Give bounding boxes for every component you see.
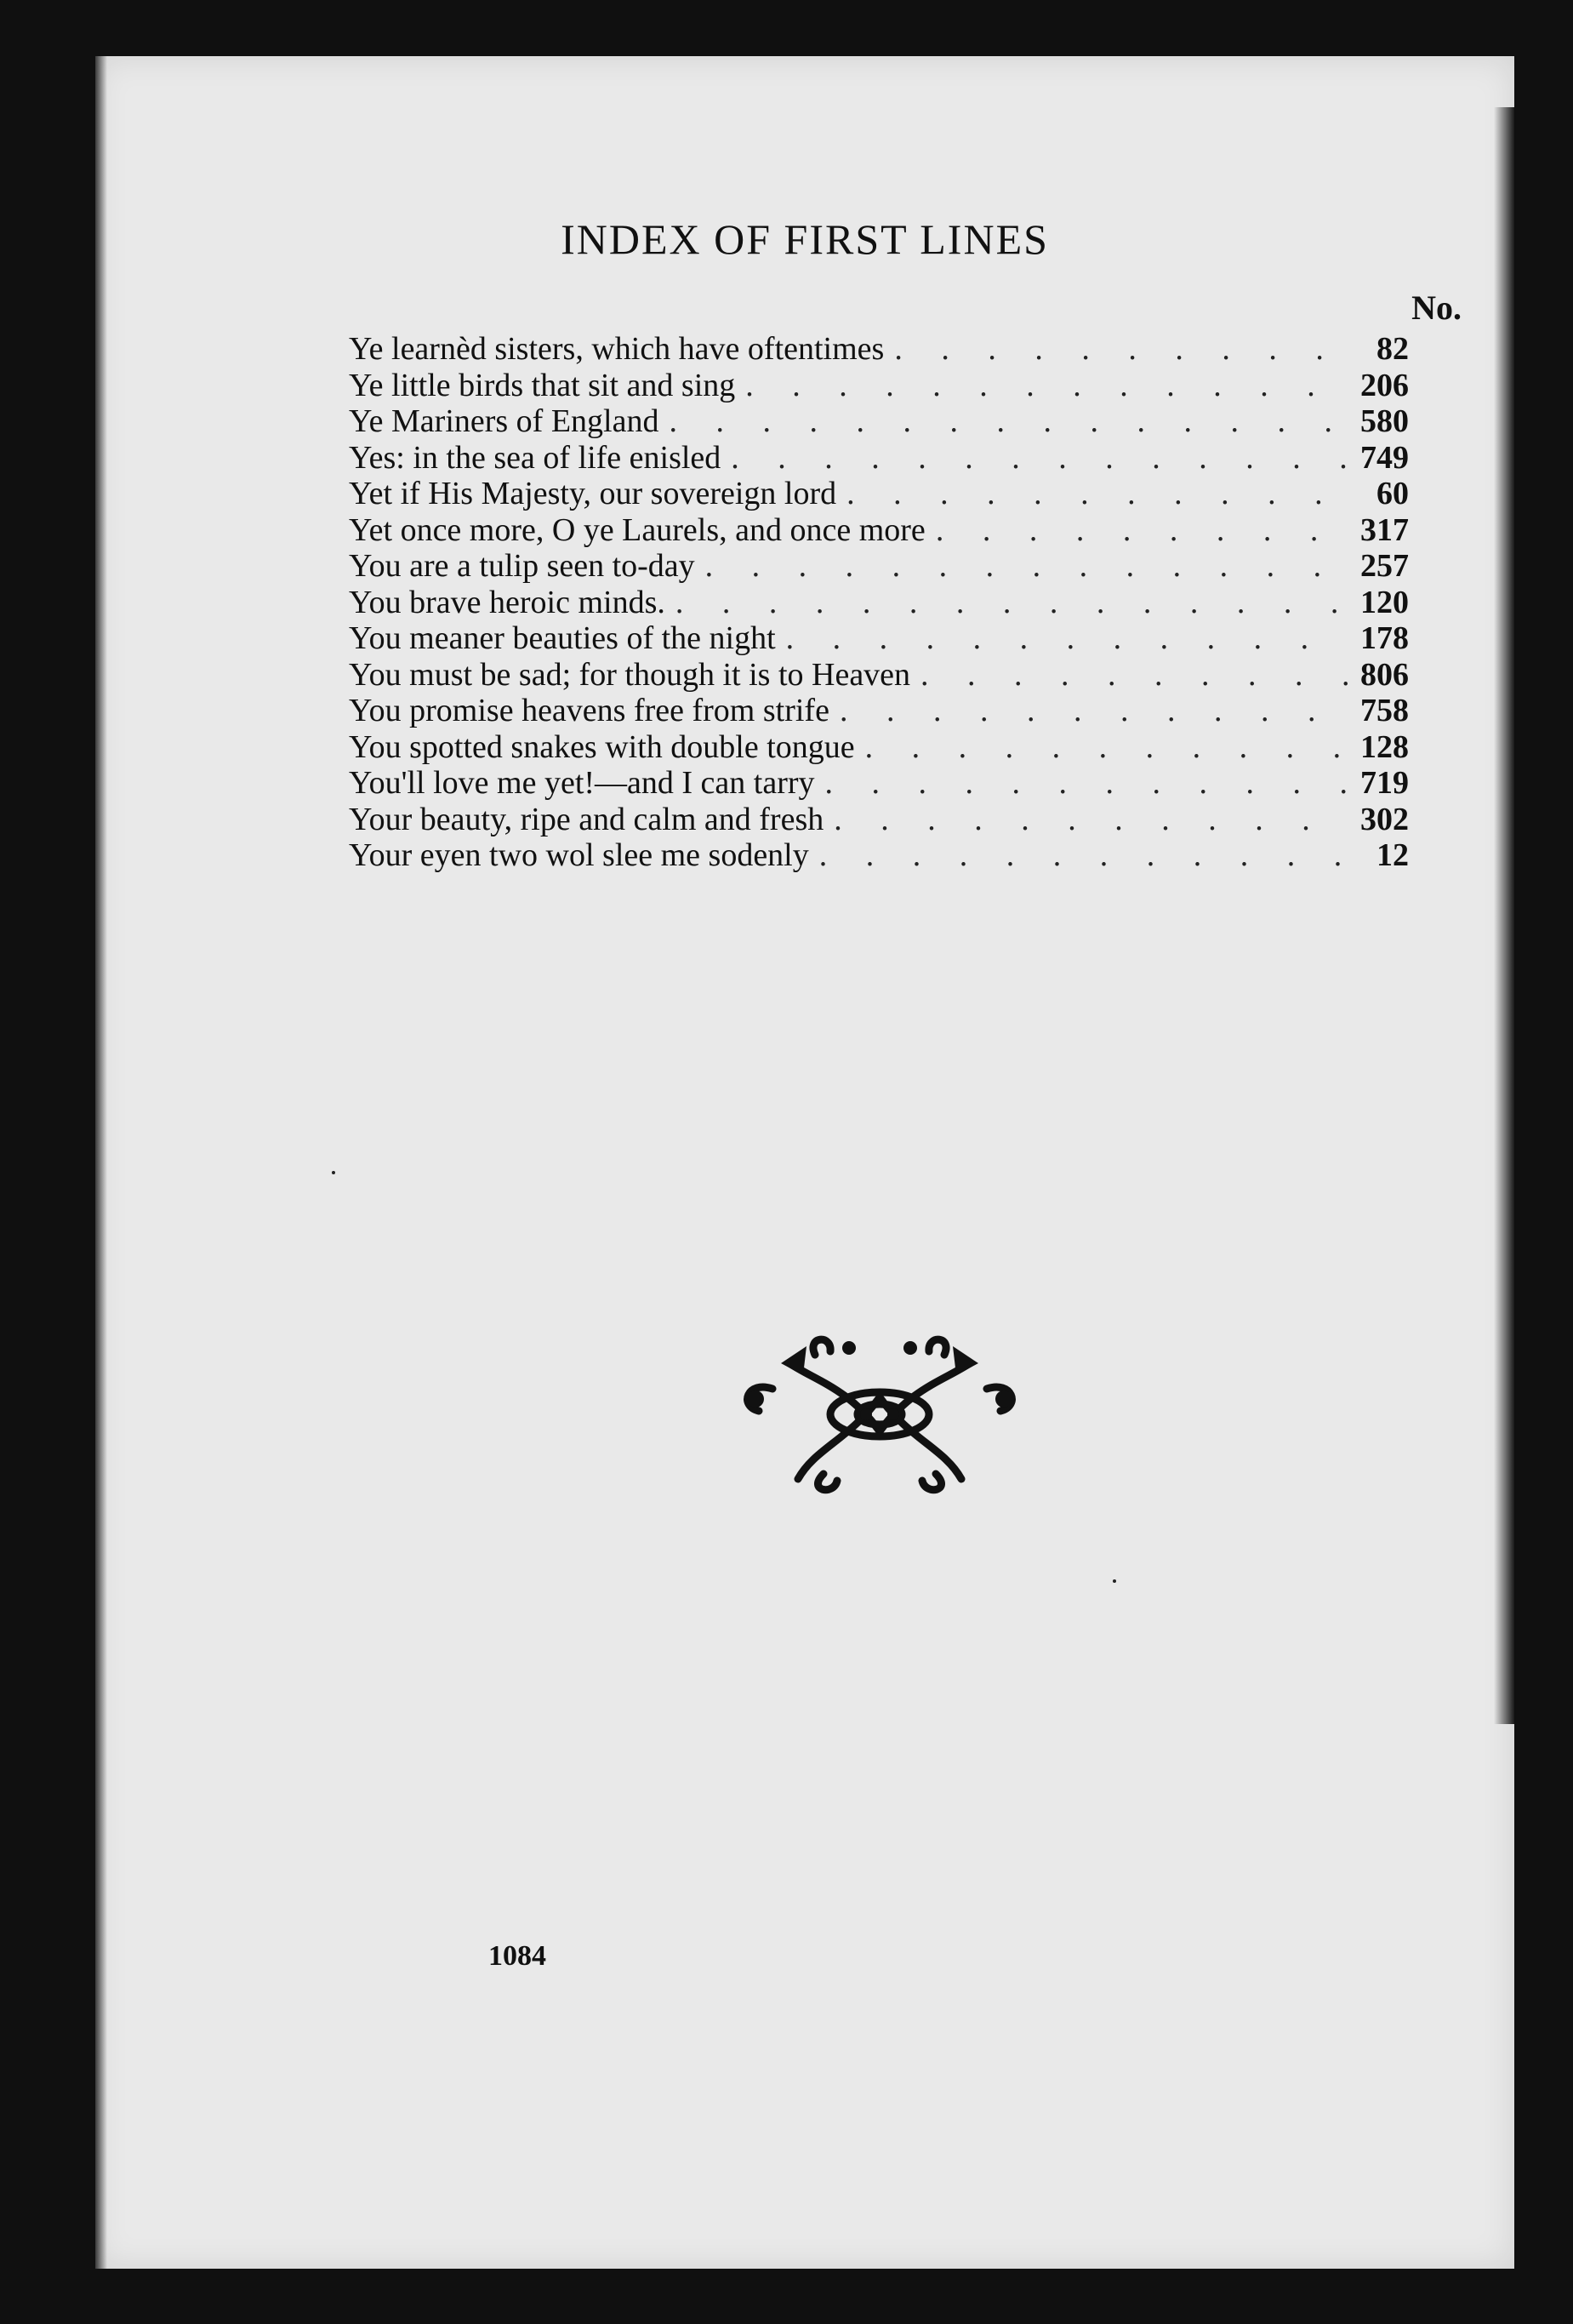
first-line-text: Yes: in the sea of life enisled [349, 439, 721, 476]
poem-number: 82 [1376, 331, 1409, 367]
poem-number: 302 [1360, 801, 1409, 837]
first-line-text: Ye learnèd sisters, which have oftentimes [349, 331, 885, 367]
first-line-text: You meaner beauties of the night [349, 620, 776, 656]
first-line-text: Your eyen two wol slee me sodenly [349, 837, 809, 873]
poem-number: 120 [1360, 584, 1409, 620]
first-line-text: You'll love me yet!—and I can tarry [349, 765, 815, 801]
poem-number: 178 [1360, 620, 1409, 656]
list-item [349, 439, 1409, 476]
dot-leader [745, 367, 1348, 404]
dust-speck [1113, 1579, 1116, 1583]
fleuron-ornament-icon [721, 1329, 1038, 1496]
dot-leader [825, 764, 1348, 802]
page-title: INDEX OF FIRST LINES [561, 215, 1049, 263]
page-number: 1084 [488, 1940, 546, 1972]
list-item [349, 764, 1409, 801]
list-item [349, 837, 1409, 873]
dot-leader [936, 511, 1348, 549]
dot-leader [920, 656, 1348, 694]
list-item [349, 367, 1409, 403]
first-line-text: Ye little birds that sit and sing [349, 367, 736, 403]
poem-number: 12 [1376, 837, 1409, 873]
dot-leader [846, 475, 1348, 512]
poem-number: 719 [1360, 765, 1409, 801]
list-item [349, 584, 1409, 620]
dot-leader [669, 403, 1348, 440]
poem-number: 206 [1360, 367, 1409, 403]
dot-leader [705, 547, 1348, 585]
list-item [349, 330, 1409, 367]
dot-leader [840, 692, 1348, 729]
list-item [349, 728, 1409, 765]
dot-leader [834, 801, 1348, 838]
first-line-text: You brave heroic minds. [349, 584, 665, 620]
dot-leader [819, 837, 1348, 874]
poem-number: 317 [1360, 511, 1409, 548]
poem-number: 806 [1360, 656, 1409, 693]
list-item [349, 692, 1409, 728]
book-page [95, 56, 1514, 2269]
list-item [349, 656, 1409, 693]
list-item [349, 475, 1409, 511]
first-line-text: You are a tulip seen to-day [349, 548, 695, 584]
number-column-header: No. [1411, 288, 1462, 327]
poem-number: 749 [1360, 439, 1409, 476]
poem-number: 257 [1360, 548, 1409, 584]
dot-leader [786, 620, 1348, 657]
first-line-text: Yet if His Majesty, our sovereign lord [349, 476, 837, 511]
dust-speck [332, 1171, 335, 1174]
list-item [349, 403, 1409, 439]
first-line-text: You promise heavens free from strife [349, 693, 829, 728]
dot-leader [675, 584, 1348, 621]
first-line-text: Yet once more, O ye Laurels, and once more [349, 511, 926, 548]
poem-number: 580 [1360, 403, 1409, 439]
poem-number: 60 [1376, 476, 1409, 511]
first-line-text: You spotted snakes with double tongue [349, 728, 855, 765]
list-item [349, 620, 1409, 656]
list-item [349, 511, 1409, 548]
dot-leader [894, 330, 1348, 368]
page-edge-shadow [1494, 107, 1514, 1724]
first-line-text: Your beauty, ripe and calm and fresh [349, 801, 824, 837]
first-line-text: You must be sad; for though it is to Heaven [349, 656, 911, 693]
dot-leader [865, 728, 1348, 766]
list-item [349, 801, 1409, 837]
spine-shadow [95, 56, 107, 2269]
first-lines-list [349, 330, 1409, 873]
dot-leader [731, 439, 1348, 477]
poem-number: 758 [1360, 693, 1409, 728]
first-line-text: Ye Mariners of England [349, 403, 659, 439]
list-item [349, 547, 1409, 584]
poem-number: 128 [1360, 728, 1409, 765]
